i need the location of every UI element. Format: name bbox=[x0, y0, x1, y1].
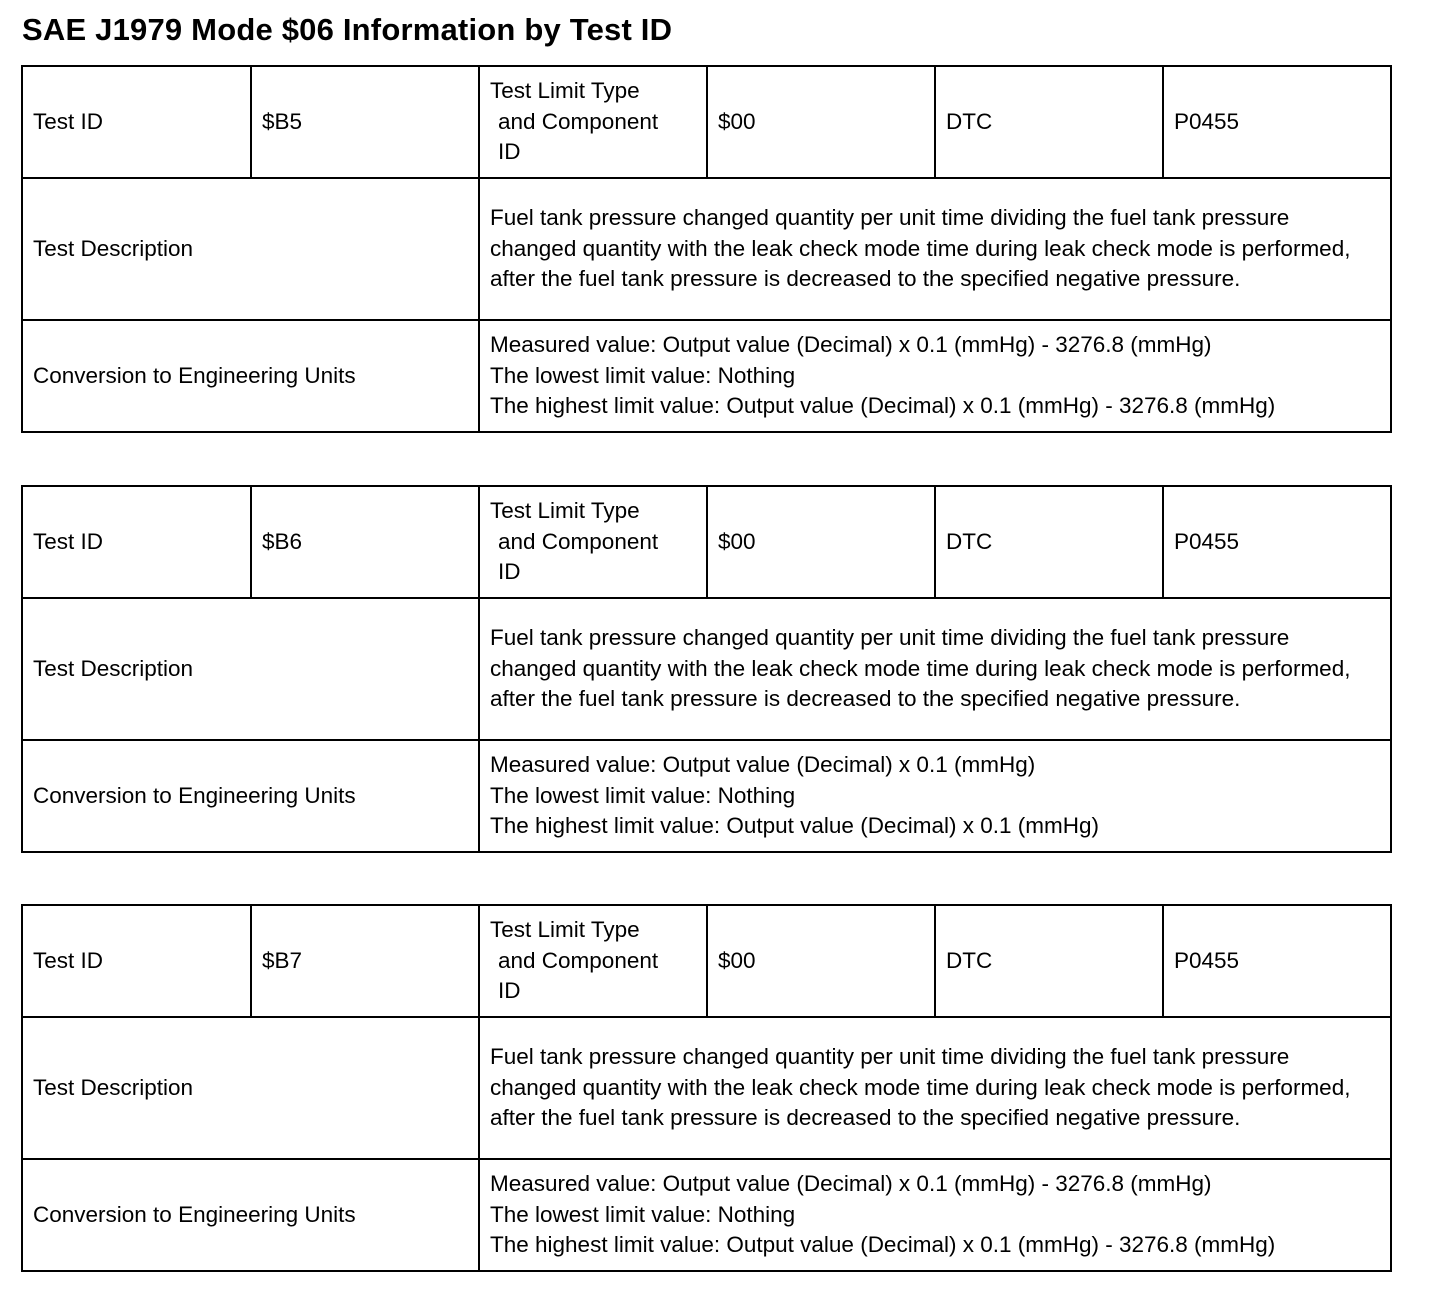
limit-type-label-line1: Test Limit Type bbox=[490, 78, 640, 104]
test-description-value: Fuel tank pressure changed quantity per unit time dividing the fuel tank pressure changed quantity with the leak check mode time during leak check mode is performed, after the fuel tank pressure is decreased to the specified negative pressure. bbox=[479, 598, 1391, 740]
lowest-limit-line: The lowest limit value: Nothing bbox=[490, 1201, 796, 1227]
limit-type-label bbox=[479, 905, 707, 1017]
dtc-value: P0455 bbox=[1163, 905, 1391, 1017]
measured-value-line: Measured value: Output value (Decimal) x 0.1 (mmHg) - 3276.8 (mmHg) bbox=[490, 1171, 1212, 1197]
limit-type-label bbox=[479, 486, 707, 598]
test-description-label: Test Description bbox=[22, 178, 479, 320]
test-header-row bbox=[22, 66, 1391, 178]
lowest-limit-line: The lowest limit value: Nothing bbox=[490, 782, 796, 808]
test-id-label: Test ID bbox=[22, 486, 251, 598]
conversion-value bbox=[479, 320, 1391, 432]
test-table-b7 bbox=[21, 904, 1392, 1272]
conversion-row bbox=[22, 740, 1391, 852]
test-id-label: Test ID bbox=[22, 905, 251, 1017]
conversion-value bbox=[479, 1159, 1391, 1271]
limit-type-label-line3: ID bbox=[498, 978, 521, 1004]
test-table-b6 bbox=[21, 485, 1392, 853]
measured-value-line: Measured value: Output value (Decimal) x 0.1 (mmHg) bbox=[490, 752, 1036, 778]
test-description-row bbox=[22, 1017, 1391, 1159]
test-description-label: Test Description bbox=[22, 1017, 479, 1159]
dtc-value: P0455 bbox=[1163, 66, 1391, 178]
dtc-label: DTC bbox=[935, 66, 1163, 178]
dtc-label: DTC bbox=[935, 905, 1163, 1017]
highest-limit-line: The highest limit value: Output value (Decimal) x 0.1 (mmHg) - 3276.8 (mmHg) bbox=[490, 1232, 1276, 1258]
limit-type-label-line2: and Component bbox=[498, 108, 659, 134]
dtc-label: DTC bbox=[935, 486, 1163, 598]
conversion-label: Conversion to Engineering Units bbox=[22, 740, 479, 852]
test-id-value: $B7 bbox=[251, 905, 479, 1017]
test-header-row bbox=[22, 905, 1391, 1017]
limit-type-value: $00 bbox=[707, 66, 935, 178]
test-id-value: $B5 bbox=[251, 66, 479, 178]
limit-type-label-line1: Test Limit Type bbox=[490, 917, 640, 943]
limit-type-label-line2: and Component bbox=[498, 528, 659, 554]
limit-type-label-line1: Test Limit Type bbox=[490, 498, 640, 524]
limit-type-value: $00 bbox=[707, 486, 935, 598]
conversion-row bbox=[22, 1159, 1391, 1271]
conversion-label: Conversion to Engineering Units bbox=[22, 1159, 479, 1271]
lowest-limit-line: The lowest limit value: Nothing bbox=[490, 362, 796, 388]
test-table-b5 bbox=[21, 65, 1392, 433]
limit-type-label-line3: ID bbox=[498, 139, 521, 165]
test-id-value: $B6 bbox=[251, 486, 479, 598]
test-description-value: Fuel tank pressure changed quantity per unit time dividing the fuel tank pressure changed quantity with the leak check mode time during leak check mode is performed, after the fuel tank pressure is decreased to the specified negative pressure. bbox=[479, 178, 1391, 320]
highest-limit-line: The highest limit value: Output value (Decimal) x 0.1 (mmHg) - 3276.8 (mmHg) bbox=[490, 393, 1276, 419]
measured-value-line: Measured value: Output value (Decimal) x 0.1 (mmHg) - 3276.8 (mmHg) bbox=[490, 332, 1212, 358]
test-description-value: Fuel tank pressure changed quantity per unit time dividing the fuel tank pressure changed quantity with the leak check mode time during leak check mode is performed, after the fuel tank pressure is decreased to the specified negative pressure. bbox=[479, 1017, 1391, 1159]
conversion-row bbox=[22, 320, 1391, 432]
limit-type-label-line3: ID bbox=[498, 559, 521, 585]
highest-limit-line: The highest limit value: Output value (Decimal) x 0.1 (mmHg) bbox=[490, 813, 1099, 839]
page-title: SAE J1979 Mode $06 Information by Test ID bbox=[22, 12, 673, 47]
conversion-value bbox=[479, 740, 1391, 852]
dtc-value: P0455 bbox=[1163, 486, 1391, 598]
test-description-label: Test Description bbox=[22, 598, 479, 740]
test-header-row bbox=[22, 486, 1391, 598]
test-id-label: Test ID bbox=[22, 66, 251, 178]
limit-type-value: $00 bbox=[707, 905, 935, 1017]
test-description-row bbox=[22, 178, 1391, 320]
limit-type-label-line2: and Component bbox=[498, 947, 659, 973]
conversion-label: Conversion to Engineering Units bbox=[22, 320, 479, 432]
limit-type-label bbox=[479, 66, 707, 178]
test-description-row bbox=[22, 598, 1391, 740]
